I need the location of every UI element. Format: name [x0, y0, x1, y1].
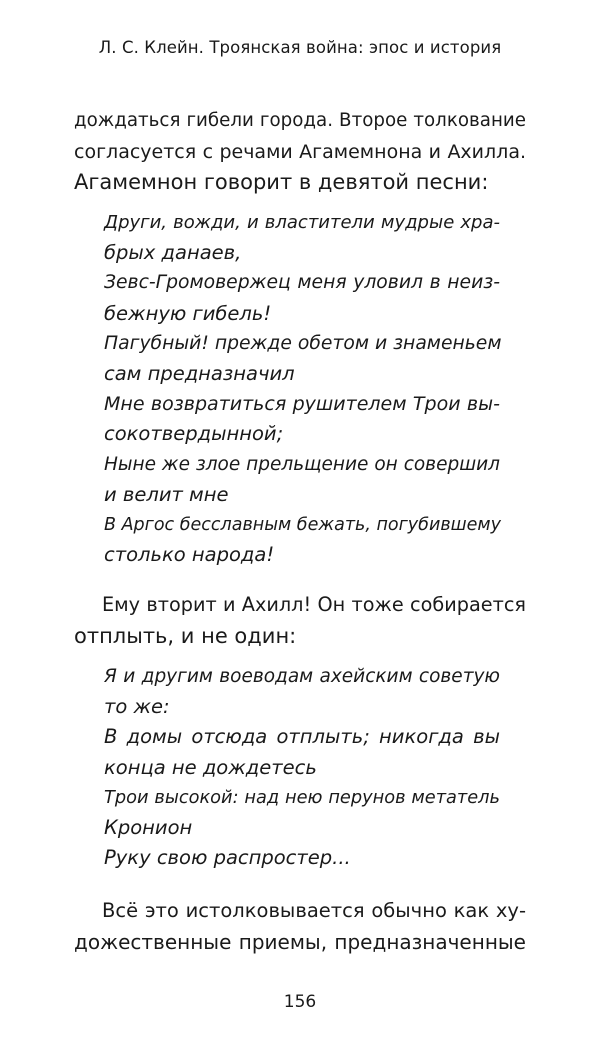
verse-line: Трои высокой: над нею перунов метатель — [104, 787, 500, 808]
verse-line: конца не дождетесь — [104, 755, 317, 779]
verse-line: Кронион — [104, 816, 193, 840]
verse-line: сам предназначил — [104, 362, 295, 386]
verse-line: Други, вожди, и властители мудрые хра- — [104, 212, 500, 233]
text-line: согласуется с речами Агамемнона и Ахилла. — [74, 140, 526, 163]
verse-line: и велит мне — [104, 482, 229, 506]
verse-line: В Аргос бесславным бежать, погубившему — [104, 515, 501, 536]
verse-line: Я и другим воеводам ахейским советую — [104, 666, 500, 687]
text-line: дожественные приемы, предназначенные — [74, 929, 526, 954]
verse-quote-1 — [104, 208, 500, 570]
verse-line: бежную гибель! — [104, 301, 272, 325]
text-line: Всё это истолковывается обычно как ху- — [102, 899, 526, 922]
verse-quote-2 — [104, 662, 500, 873]
paragraph-2 — [74, 590, 526, 651]
verse-line: Ныне же злое прельщение он совершил — [104, 453, 500, 475]
page-number: 156 — [283, 992, 317, 1012]
text-line: Агамемнон говорит в девятой песни: — [74, 170, 489, 194]
verse-line: Мне возвратиться рушителем Трои вы- — [104, 393, 500, 416]
verse-line: Пагубный! прежде обетом и знаменьем — [104, 332, 502, 354]
text-line: дождаться гибели города. Второе толкование — [74, 110, 526, 131]
running-header: Л. С. Клейн. Троянская война: эпос и история — [98, 38, 502, 57]
verse-line: брых данаев, — [104, 241, 242, 265]
paragraph-1 — [74, 106, 526, 198]
text-line: отплыть, и не один: — [74, 623, 297, 648]
verse-line: столько народа! — [104, 543, 275, 567]
verse-line: Руку свою распростер... — [104, 846, 351, 870]
paragraph-3 — [74, 896, 526, 957]
verse-line: Зевс-Громовержец меня уловил в неиз- — [104, 272, 500, 294]
verse-line: сокотвердынной; — [104, 422, 284, 446]
verse-line: то же: — [104, 695, 170, 719]
verse-line: В домы отсюда отплыть; никогда вы — [104, 725, 500, 749]
text-line: Ему вторит и Ахилл! Он тоже собирается — [102, 593, 526, 616]
